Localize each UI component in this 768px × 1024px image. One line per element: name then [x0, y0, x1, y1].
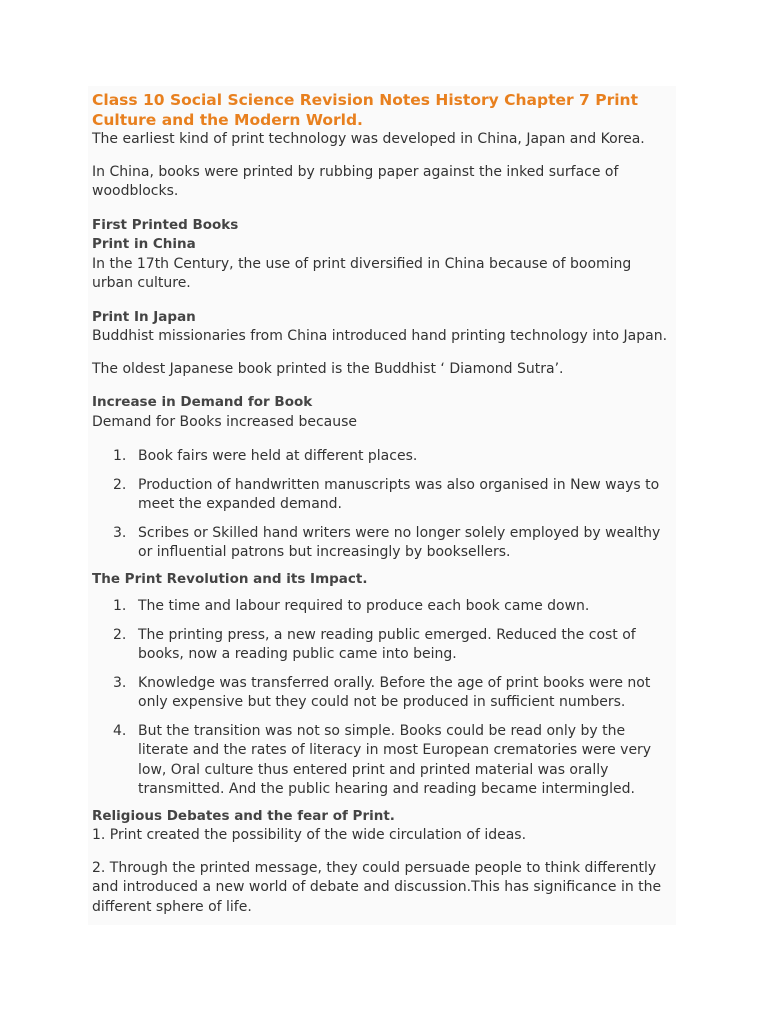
list-item-text: Knowledge was transferred orally. Before the age of print books were not only expensive but they could not be produced in sufficient numbers.: [138, 674, 651, 710]
list-item-text: The time and labour required to produce each book came down.: [138, 598, 590, 614]
paragraph-japan: Buddhist missionaries from China introduced hand printing technology into Japan.: [92, 328, 668, 344]
subheading-print-in-china: Print in China: [92, 236, 196, 252]
section-heading-increase-in-demand: Increase in Demand for Book: [92, 394, 313, 410]
list-item: [92, 722, 676, 800]
intro-paragraph: In China, books were printed by rubbing paper against the inked surface of woodblocks.: [92, 163, 619, 199]
paragraph-religious: 2. Through the printed message, they could persuade people to think differently and introduced a new world of debate and discussion.This has significance in the different sphere of life.: [92, 859, 662, 915]
list-item: [92, 524, 676, 563]
list-item-number: 2.: [113, 476, 127, 493]
demand-list: [92, 447, 676, 563]
list-item-number: 3.: [113, 674, 127, 691]
list-item: [92, 447, 676, 467]
list-item-text: Production of handwritten manuscripts was also organised in New ways to meet the expanded demand.: [138, 476, 660, 512]
list-item: [92, 597, 676, 617]
document-title: Class 10 Social Science Revision Notes History Chapter 7 Print Culture and the Modern World.: [92, 91, 638, 129]
revolution-list: [92, 597, 676, 800]
list-item: [92, 476, 676, 515]
paragraph-religious: 1. Print created the possibility of the wide circulation of ideas.: [92, 827, 527, 843]
section-heading-first-printed-books: First Printed Books: [92, 216, 239, 233]
section-heading-print-in-japan: Print In Japan: [92, 308, 196, 325]
list-item-text: But the transition was not so simple. Books could be read only by the literate and the rates of literacy in most European crematories were very low, Oral culture thus entered print and printed material was orally transmitted. And the public hearing and reading became intermingled.: [138, 722, 652, 797]
list-item: [92, 626, 676, 665]
paragraph-demand-intro: Demand for Books increased because: [92, 413, 358, 430]
intro-paragraph: The earliest kind of print technology was developed in China, Japan and Korea.: [92, 131, 645, 147]
list-item-text: The printing press, a new reading public emerged. Reduced the cost of books, now a reading public came into being.: [138, 626, 636, 662]
paragraph-japan: The oldest Japanese book printed is the Buddhist ‘ Diamond Sutra’.: [92, 360, 564, 377]
list-item-text: Book fairs were held at different places.: [138, 448, 418, 464]
paragraph-print-in-china: In the 17th Century, the use of print diversified in China because of booming urban culture.: [92, 255, 632, 291]
list-item-number: 3.: [113, 524, 127, 541]
section-heading-religious-debates: Religious Debates and the fear of Print.: [92, 807, 395, 824]
section-heading-print-revolution: The Print Revolution and its Impact.: [92, 570, 368, 587]
list-item: [92, 674, 676, 713]
list-item-text: Scribes or Skilled hand writers were no longer solely employed by wealthy or influential patrons but increasingly by booksellers.: [138, 524, 661, 560]
list-item-number: 1.: [113, 448, 127, 464]
document-page: [88, 86, 676, 925]
list-item-number: 4.: [113, 722, 127, 739]
list-item-number: 1.: [113, 598, 127, 614]
list-item-number: 2.: [113, 626, 127, 643]
